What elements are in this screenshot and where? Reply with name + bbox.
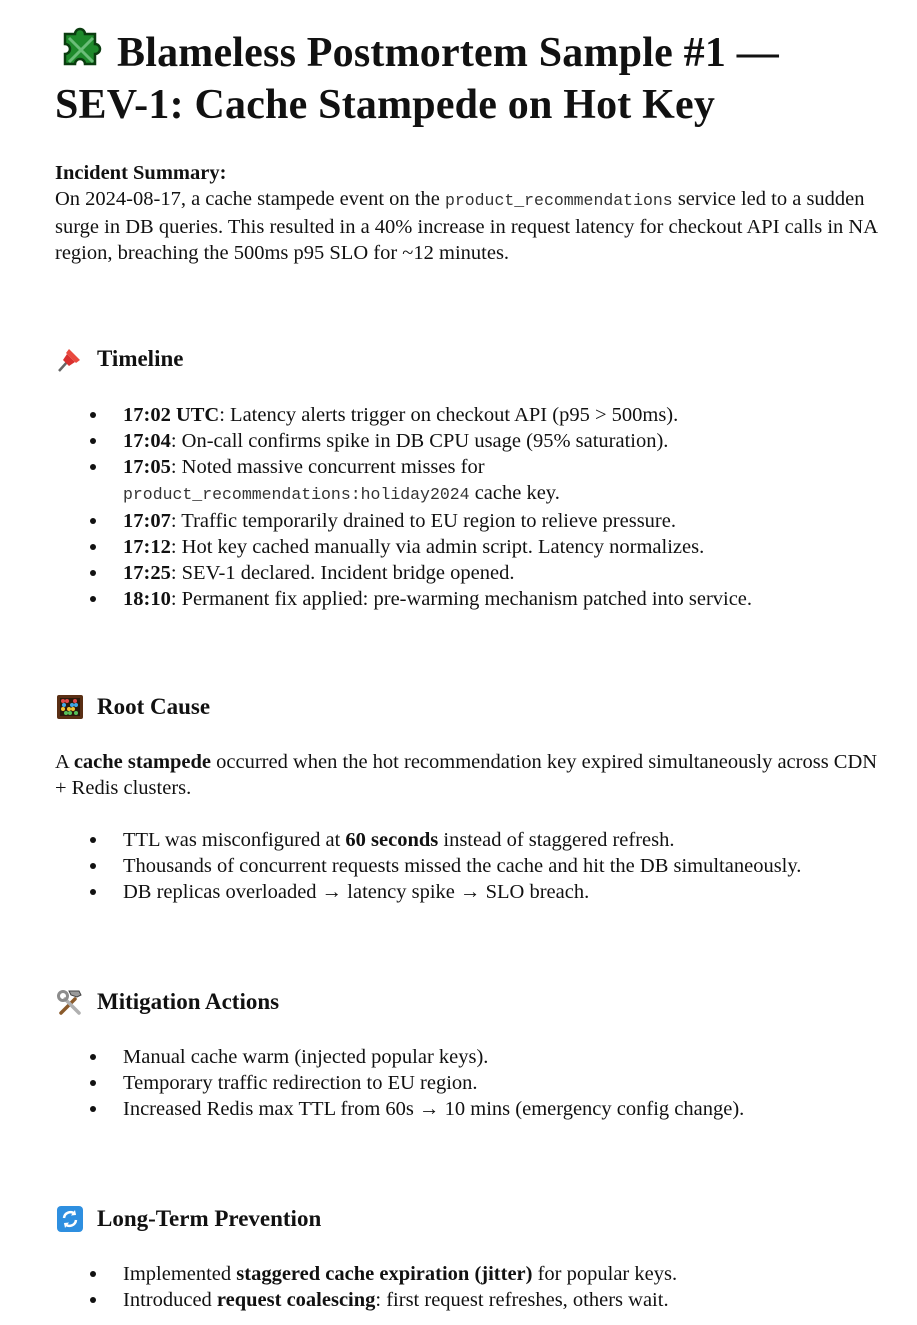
- timeline-text: : Latency alerts trigger on checkout API (p95 > 500ms).: [219, 404, 679, 426]
- incident-summary: [55, 160, 895, 266]
- root-cause-item-text: Thousands of concurrent requests missed the cache and hit the DB simultaneously.: [123, 855, 802, 877]
- list-item: [55, 1287, 885, 1313]
- timeline-list: [55, 402, 885, 612]
- list-item: [55, 428, 885, 454]
- puzzle-icon: [55, 26, 107, 74]
- summary-label: Incident Summary:: [55, 162, 227, 184]
- timeline-code: product_recommendations:holiday2024: [123, 485, 470, 504]
- mitigation-heading-text: Mitigation Actions: [97, 989, 280, 1014]
- list-item: [55, 879, 885, 905]
- prevention-item-text: : first request refreshes, others wait.: [375, 1289, 669, 1311]
- timeline-time: 18:10: [123, 588, 171, 610]
- summary-code: product_recommendations: [444, 191, 673, 210]
- prevention-item-bold: staggered cache expiration (jitter): [236, 1263, 533, 1285]
- prevention-heading-text: Long-Term Prevention: [97, 1206, 322, 1231]
- prevention-item-bold: request coalescing: [216, 1289, 376, 1311]
- root-cause-intro-after: occurred when the hot recommendation key expired simultaneously across CDN + Redis clusters.: [55, 751, 878, 799]
- list-item: [55, 586, 885, 612]
- timeline-time: 17:07: [123, 510, 171, 532]
- root-cause-item-text: DB replicas overloaded → latency spike → SLO breach.: [123, 881, 590, 903]
- root-cause-heading: [55, 692, 210, 722]
- summary-text-before: On 2024-08-17, a cache stampede event on the: [55, 188, 445, 210]
- timeline-text: : Permanent fix applied: pre-warming mechanism patched into service.: [170, 588, 753, 610]
- list-item: [55, 402, 885, 428]
- timeline-text: : On-call confirms spike in DB CPU usage (95% saturation).: [170, 430, 669, 452]
- hammer-wrench-icon: [55, 987, 85, 1017]
- list-item: [55, 560, 885, 586]
- timeline-time: 17:02 UTC: [123, 404, 220, 426]
- root-cause-intro: [55, 749, 885, 801]
- summary-text-after: service led to a sudden surge in DB queries. This resulted in a 40% increase in request latency for checkout API calls in NA region, breaching the 500ms p95 SLO for ~12 minutes.: [55, 188, 877, 264]
- list-item: [55, 454, 885, 508]
- timeline-heading-text: Timeline: [97, 346, 184, 371]
- timeline-time: 17:04: [123, 430, 171, 452]
- prevention-item-text: for popular keys.: [532, 1263, 678, 1285]
- abacus-icon: [55, 692, 85, 722]
- list-item: [55, 534, 885, 560]
- pushpin-icon: [55, 344, 85, 374]
- timeline-time: 17:25: [123, 562, 171, 584]
- root-cause-intro-before: A: [55, 751, 74, 773]
- mitigation-list: [55, 1044, 885, 1122]
- list-item: Manual cache warm (injected popular keys).: [55, 1044, 885, 1070]
- list-item: [55, 827, 885, 853]
- timeline-time: 17:05: [123, 456, 171, 478]
- root-cause-intro-bold: cache stampede: [73, 751, 212, 773]
- timeline-text: cache key.: [469, 482, 560, 504]
- root-cause-item-text: TTL was misconfigured at: [123, 829, 346, 851]
- list-item: Increased Redis max TTL from 60s → 10 mins (emergency config change).: [55, 1096, 885, 1122]
- timeline-text: : Hot key cached manually via admin script. Latency normalizes.: [170, 536, 705, 558]
- timeline-text: : Noted massive concurrent misses for: [170, 456, 485, 478]
- root-cause-list: [55, 827, 885, 905]
- timeline-heading: [55, 344, 183, 374]
- root-cause-item-bold: 60 seconds: [345, 829, 439, 851]
- title-line-1: Blameless Postmortem Sample #1 —: [117, 30, 779, 76]
- title-line-2: SEV-1: Cache Stampede on Hot Key: [55, 82, 716, 128]
- list-item: Temporary traffic redirection to EU region.: [55, 1070, 885, 1096]
- prevention-item-text: Implemented: [123, 1263, 237, 1285]
- timeline-text: : Traffic temporarily drained to EU region to relieve pressure.: [170, 510, 676, 532]
- list-item: [55, 508, 885, 534]
- list-item: [55, 853, 885, 879]
- list-item: [55, 1261, 885, 1287]
- page-title: [55, 26, 895, 131]
- root-cause-item-text: instead of staggered refresh.: [438, 829, 675, 851]
- mitigation-heading: [55, 987, 279, 1017]
- prevention-item-text: Introduced: [123, 1289, 217, 1311]
- timeline-time: 17:12: [123, 536, 171, 558]
- prevention-list: [55, 1261, 885, 1313]
- refresh-icon: [55, 1204, 85, 1234]
- root-cause-heading-text: Root Cause: [97, 694, 211, 719]
- timeline-text: : SEV-1 declared. Incident bridge opened.: [170, 562, 515, 584]
- prevention-heading: [55, 1204, 321, 1234]
